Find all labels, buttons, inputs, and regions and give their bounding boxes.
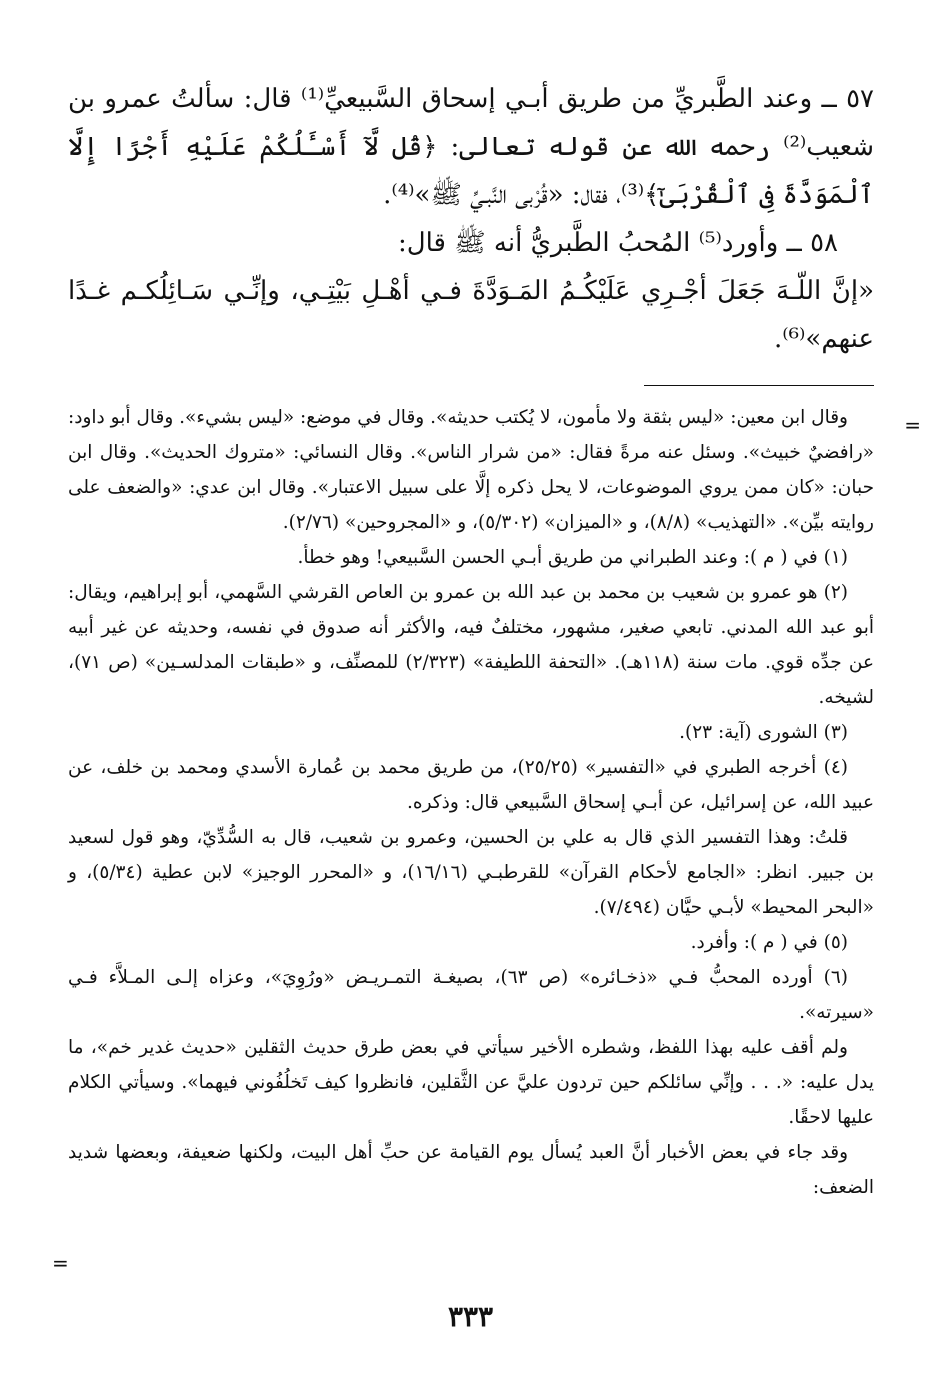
- footnote-6-continues: وقد جاء في بعض الأخبار أنَّ العبد يُسأل يوم القيامة عن حبِّ أهل البيت، ولكنها ضعيفة، وبعضها شديد الضعف:: [68, 1142, 874, 1198]
- continuation-mark-top: =: [904, 413, 921, 437]
- page-body: [68, 75, 874, 1205]
- footnote-continuation: وقال ابن معين: «ليس بثقة ولا مأمون، لا يُكتب حديثه». وقال في موضع: «ليس بشيء». وقال أبو داود: «رافضيٌ خبيث». وسئل عنه مرةً فقال: «من شرار الناس». وقال النسائي: «متروك الحديث». وقال ابن حبان: «كان ممن يروي الموضوعات، لا يحل ذكره إلَّا على سبيل الاعتبار». وقال ابن عدي: «والضعف على روايته بيِّن». «التهذيب» (٨/٨)، و «الميزان» (٥/٣٠٢)، و «المجروحين» (٢/٧٦).: [68, 407, 874, 533]
- footnotes: [68, 400, 874, 1205]
- footnote-separator: [644, 385, 874, 386]
- footnote-6-comment: ولم أقف عليه بهذا اللفظ، وشطره الأخير سيأتي في بعض طرق حديث الثقلين «حديث غدير خم»، ما يدل عليه: «. . . وإنِّي سائلكم حين تردون عليَّ عن الثَّقلين، فانظروا كيف تَخلُفُوني فيهما». وسيأتي الكلام عليها لاحقًا.: [68, 1037, 874, 1128]
- continuation-mark-bottom: =: [52, 1251, 69, 1275]
- footnote-4-comment: قلتُ: وهذا التفسير الذي قال به علي بن الحسين، وعمرو بن شعيب، قال به السُّدِّيّ، وهو قول لسعيد بن جبير. انظر: «الجامع لأحكام القرآن» للقرطبـي (١٦/١٦)، و «المحرر الوجيز» لابن عطية (٥/٣٤)، و «البحر المحيط» لأبـي حيَّان (٧/٤٩٤).: [68, 827, 874, 918]
- hadith-58-text: «إنَّ اللّـهَ جَعَلَ أجْـرِي عَلَيْكُـمُ المَـوَدَّةَ فـي أهْـلِ بَيْتِـي، وإنِّـي سَـائِلُكـم غـدًا عنهم»⁽⁶⁾.: [68, 276, 874, 354]
- footnote-4: (٤) أخرجه الطبري في «التفسير» (٢٥/٢٥)، من طريق محمد بن عُمارة الأسدي ومحمد بن خلف، عن عبيد الله، عن إسرائيل، عن أبـي إسحاق السَّبيعي قال: وذكره.: [68, 757, 874, 813]
- main-text: [68, 75, 874, 363]
- page-number: ٣٣٣: [447, 1300, 494, 1333]
- footnote-1: (١) في ( م ): وعند الطبراني من طريق أبـي الحسن السَّبيعي! وهو خطأ.: [297, 547, 848, 568]
- footnote-2: (٢) هو عمرو بن شعيب بن محمد بن عبد الله بن عمرو بن العاص القرشي السَّهمي، أبو إبراهيم، ويقال: أبو عبد الله المدني. تابعي صغير، مشهور، مختلفٌ فيه، والأكثر أنه صدوق في نفسه، وحديثه عن غير أبيه عن جدِّه قوي. مات سنة (١١٨هـ). «التحفة اللطيفة» (٢/٣٢٣) للمصنِّف، و «طبقات المدلسـين» (ص ٧١)، لشيخه.: [68, 582, 874, 708]
- hadith-57: ٥٧ ــ وعند الطَّبريِّ من طريق أبـي إسحاق السَّبيعيِّ⁽¹⁾ قال: سألتُ عمرو بن شعيب⁽²⁾ رحمه الله عن قوله تعالى: ﴿قُل لَّآ أَسْـَٔلُكُمْ عَلَيْهِ أَجْرًا إِلَّا ٱلْمَوَدَّةَ فِى ٱلْقُرْبَىٰٓ﴾⁽³⁾، فقال: «قُرْبى النَّبـيِّ ﷺ»⁽⁴⁾.: [68, 84, 874, 210]
- footnote-5: (٥) في ( م ): وأفرد.: [690, 932, 848, 953]
- hadith-58-intro: ٥٨ ــ وأورد⁽⁵⁾ المُحبُ الطَّبريُّ أنه ﷺ قال:: [397, 228, 838, 258]
- footnote-6: (٦) أورده المحبُّ فـي «ذخـائره» (ص ٦٣)، بصيغـة التمـريـض «ورُوِيَ»، وعزاه إلـى المـلاَّء فـي «سيرته».: [68, 967, 874, 1023]
- footnote-3: (٣) الشورى (آية: ٢٣).: [679, 722, 848, 743]
